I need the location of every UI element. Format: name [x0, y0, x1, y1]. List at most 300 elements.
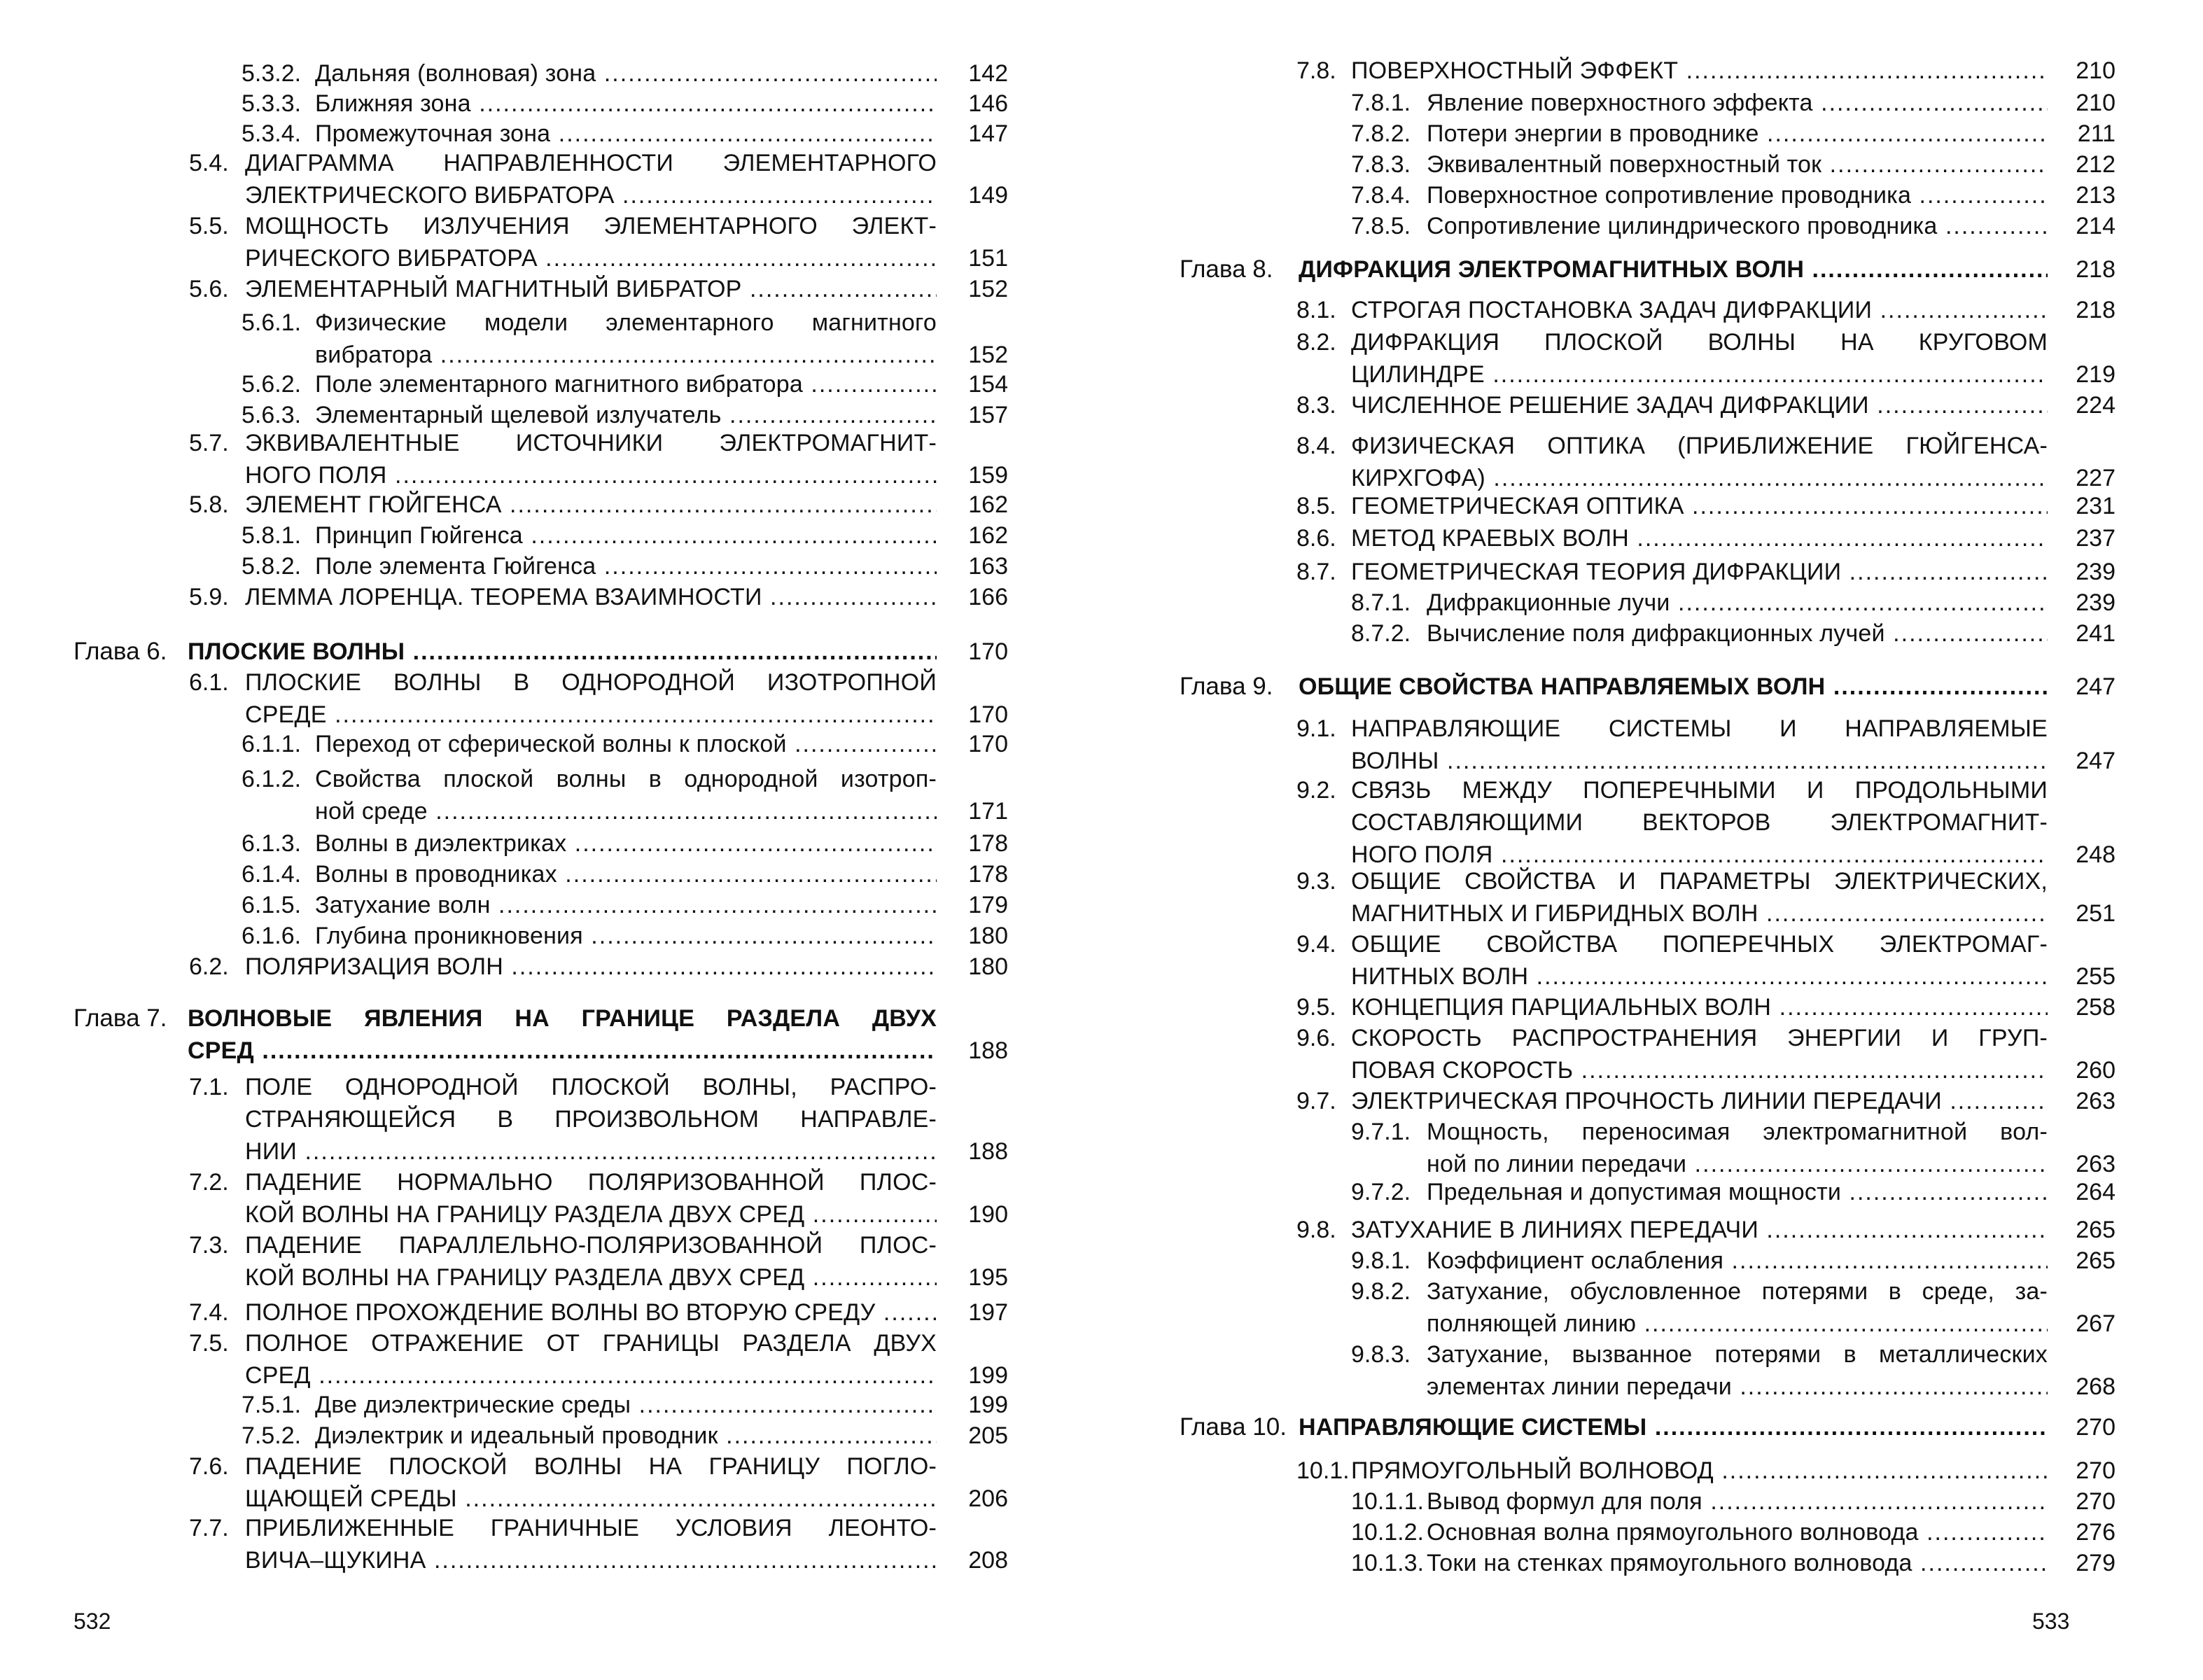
- section-number: 8.1.: [1296, 297, 1336, 323]
- section-number: 5.5.: [189, 213, 229, 239]
- entry-title-line: РИЧЕСКОГО ВИБРАТОРА .....: [245, 242, 937, 274]
- section-entry[interactable]: [245, 1450, 937, 1515]
- subsection-entry[interactable]: [1427, 1245, 2048, 1277]
- subsection-entry[interactable]: [315, 88, 937, 120]
- section-entry[interactable]: [1351, 490, 2048, 522]
- section-number: 6.1.6.: [242, 923, 302, 949]
- section-number: 8.7.1.: [1351, 589, 1411, 616]
- section-entry[interactable]: [1351, 556, 2048, 588]
- section-number: 9.3.: [1296, 868, 1336, 895]
- entry-title-line: ЭКВИВАЛЕНТНЫЕ ИСТОЧНИКИ ЭЛЕКТРОМАГНИТ-: [245, 430, 937, 456]
- section-number: 5.6.3.: [242, 402, 302, 428]
- toc-list-left: [0, 0, 1078, 1680]
- entry-title-line: КОЙ ВОЛНЫ НА ГРАНИЦУ РАЗДЕЛА ДВУХ СРЕД .....: [245, 1198, 937, 1231]
- section-entry[interactable]: [245, 1071, 937, 1168]
- page-ref: 195: [968, 1264, 1008, 1291]
- section-number: 6.1.: [189, 669, 229, 696]
- entry-title: Переход от сферической волны к плоской .....: [315, 728, 937, 760]
- page-ref: 147: [968, 120, 1008, 147]
- chapter-label: Глава 8.: [1180, 255, 1273, 283]
- section-number: 5.6.2.: [242, 371, 302, 398]
- page-ref: 151: [968, 245, 1008, 272]
- entry-title-line: НИТНЫХ ВОЛН .....: [1351, 960, 2048, 993]
- entry-title: Явление поверхностного эффекта .....: [1427, 87, 2048, 119]
- subsection-entry[interactable]: [315, 307, 937, 371]
- entry-title-line: ВИЧА–ЩУКИНА .....: [245, 1544, 937, 1576]
- section-entry[interactable]: [245, 147, 937, 211]
- page-ref: 171: [968, 798, 1008, 825]
- page-ref: 206: [968, 1485, 1008, 1512]
- page-ref: 170: [968, 638, 1008, 665]
- section-entry[interactable]: [1351, 713, 2048, 777]
- entry-title: Глубина проникновения .....: [315, 920, 937, 952]
- section-number: 8.3.: [1296, 392, 1336, 419]
- section-number: 7.8.3.: [1351, 151, 1411, 178]
- section-number: 10.1.2.: [1351, 1519, 1424, 1546]
- page-ref: 212: [2076, 151, 2115, 178]
- entry-title-line: СРЕДЕ .....: [245, 699, 937, 731]
- entry-title: Волны в диэлектриках .....: [315, 827, 937, 860]
- entry-title-line: ПАДЕНИЕ ПЛОСКОЙ ВОЛНЫ НА ГРАНИЦУ ПОГЛО-: [245, 1453, 937, 1480]
- entry-title-line: ОБЩИЕ СВОЙСТВА ПОПЕРЕЧНЫХ ЭЛЕКТРОМАГ-: [1351, 931, 2048, 958]
- page-ref: 210: [2076, 90, 2115, 116]
- entry-title-line: ВОЛНОВЫЕ ЯВЛЕНИЯ НА ГРАНИЦЕ РАЗДЕЛА ДВУХ: [188, 1005, 937, 1032]
- subsection-entry[interactable]: [1427, 179, 2048, 211]
- chapter-label: Глава 6.: [74, 638, 167, 665]
- section-number: 6.1.4.: [242, 861, 302, 888]
- page-ref: 162: [968, 491, 1008, 518]
- page-ref: 211: [2077, 120, 2115, 147]
- entry-title-line: вибратора .....: [315, 339, 937, 371]
- page-ref: 154: [968, 371, 1008, 398]
- entry-title: ЭЛЕМЕНТАРНЫЙ МАГНИТНЫЙ ВИБРАТОР .....: [245, 273, 937, 305]
- section-number: 6.1.2.: [242, 766, 302, 792]
- page-ref: 179: [968, 892, 1008, 918]
- subsection-entry[interactable]: [315, 550, 937, 582]
- entry-title-line: ЭЛЕКТРИЧЕСКОГО ВИБРАТОРА .....: [245, 179, 937, 211]
- page-ref: 255: [2076, 963, 2115, 990]
- section-entry[interactable]: [245, 951, 937, 983]
- entry-title-line: Затухание, вызванное потерями в металлических: [1427, 1341, 2048, 1368]
- page-ref: 267: [2076, 1310, 2115, 1337]
- section-entry[interactable]: [245, 1296, 937, 1329]
- section-number: 5.8.2.: [242, 553, 302, 580]
- entry-title: Принцип Гюйгенса .....: [315, 519, 937, 552]
- section-entry[interactable]: [245, 1166, 937, 1231]
- section-entry[interactable]: [245, 1512, 937, 1576]
- page-ref: 263: [2076, 1088, 2115, 1114]
- entry-title-line: ПРИБЛИЖЕННЫЕ ГРАНИЧНЫЕ УСЛОВИЯ ЛЕОНТО-: [245, 1515, 937, 1541]
- entry-title-line: СТРАНЯЮЩЕЙСЯ В ПРОИЗВОЛЬНОМ НАПРАВЛЕ-: [245, 1106, 937, 1133]
- entry-title-line: ЦИЛИНДРЕ .....: [1351, 358, 2048, 391]
- section-entry[interactable]: [245, 273, 937, 305]
- entry-title-line: НОГО ПОЛЯ .....: [1351, 839, 2048, 871]
- entry-title: ЭЛЕМЕНТ ГЮЙГЕНСА .....: [245, 489, 937, 521]
- section-number: 10.1.3.: [1351, 1550, 1424, 1576]
- entry-title: ЧИСЛЕННОЕ РЕШЕНИЕ ЗАДАЧ ДИФРАКЦИИ .....: [1351, 389, 2048, 421]
- section-number: 5.3.4.: [242, 120, 302, 147]
- section-number: 9.5.: [1296, 994, 1336, 1021]
- subsection-entry[interactable]: [315, 1420, 937, 1452]
- subsection-entry[interactable]: [1427, 1338, 2048, 1403]
- subsection-entry[interactable]: [315, 368, 937, 400]
- page-ref: 152: [968, 342, 1008, 368]
- entry-title: Элементарный щелевой излучатель .....: [315, 399, 937, 431]
- subsection-entry[interactable]: [315, 118, 937, 150]
- page-ref: 218: [2076, 297, 2115, 323]
- entry-title: ГЕОМЕТРИЧЕСКАЯ ОПТИКА .....: [1351, 490, 2048, 522]
- chapter-entry[interactable]: [1299, 671, 2048, 703]
- subsection-entry[interactable]: [315, 1389, 937, 1421]
- entry-title-line: элементах линии передачи .....: [1427, 1371, 2048, 1403]
- subsection-entry[interactable]: [1427, 1516, 2048, 1548]
- entry-title-line: ВОЛНЫ .....: [1351, 745, 2048, 777]
- section-number: 6.1.5.: [242, 892, 302, 918]
- subsection-entry[interactable]: [1427, 210, 2048, 242]
- entry-title-line: ПАДЕНИЕ НОРМАЛЬНО ПОЛЯРИЗОВАННОЙ ПЛОС-: [245, 1169, 937, 1196]
- entry-title: Ближняя зона .....: [315, 88, 937, 120]
- section-number: 8.7.2.: [1351, 620, 1411, 647]
- entry-title: НАПРАВЛЯЮЩИЕ СИСТЕМЫ .....: [1299, 1411, 2048, 1443]
- page-ref: 248: [2076, 841, 2115, 868]
- page-ref: 264: [2076, 1179, 2115, 1205]
- chapter-entry[interactable]: [188, 636, 937, 668]
- entry-title: Дальняя (волновая) зона .....: [315, 57, 937, 90]
- page-ref: 239: [2076, 589, 2115, 616]
- entry-title-line: Физические модели элементарного магнитного: [315, 309, 937, 336]
- page-ref: 197: [968, 1299, 1008, 1326]
- section-entry[interactable]: [245, 427, 937, 491]
- section-entry[interactable]: [245, 581, 937, 613]
- entry-title: ПЛОСКИЕ ВОЛНЫ .....: [188, 636, 937, 668]
- chapter-label: Глава 7.: [74, 1004, 167, 1032]
- section-entry[interactable]: [1351, 991, 2048, 1023]
- entry-title: Вывод формул для поля .....: [1427, 1485, 2048, 1518]
- subsection-entry[interactable]: [1427, 87, 2048, 119]
- section-number: 6.1.1.: [242, 731, 302, 757]
- page-ref: 180: [968, 923, 1008, 949]
- entry-title: ГЕОМЕТРИЧЕСКАЯ ТЕОРИЯ ДИФРАКЦИИ .....: [1351, 556, 2048, 588]
- section-entry[interactable]: [1351, 1455, 2048, 1487]
- entry-title-line: ПОЛЕ ОДНОРОДНОЙ ПЛОСКОЙ ВОЛНЫ, РАСПРО-: [245, 1074, 937, 1100]
- entry-title-line: ПОВАЯ СКОРОСТЬ .....: [1351, 1054, 2048, 1086]
- chapter-entry[interactable]: [1299, 253, 2048, 286]
- entry-title-line: СРЕД .....: [188, 1035, 937, 1067]
- page-ref: 231: [2076, 493, 2115, 519]
- section-entry[interactable]: [1351, 928, 2048, 993]
- entry-title-line: ПЛОСКИЕ ВОЛНЫ В ОДНОРОДНОЙ ИЗОТРОПНОЙ: [245, 669, 937, 696]
- page-ref: 247: [2076, 673, 2115, 700]
- chapter-label: Глава 10.: [1180, 1413, 1287, 1441]
- entry-title: Токи на стенках прямоугольного волновода .....: [1427, 1547, 2048, 1579]
- section-number: 7.2.: [189, 1169, 229, 1196]
- entry-title-line: ной по линии передачи .....: [1427, 1148, 2048, 1180]
- page-ref: 210: [2076, 57, 2115, 84]
- entry-title-line: ной среде .....: [315, 795, 937, 827]
- entry-title: СТРОГАЯ ПОСТАНОВКА ЗАДАЧ ДИФРАКЦИИ .....: [1351, 294, 2048, 326]
- chapter-entry[interactable]: [188, 1002, 937, 1067]
- page-ref: 224: [2076, 392, 2115, 419]
- entry-title: Дифракционные лучи .....: [1427, 587, 2048, 619]
- section-number: 7.8.1.: [1351, 90, 1411, 116]
- page-ref: 162: [968, 522, 1008, 549]
- entry-title: ПОЛНОЕ ПРОХОЖДЕНИЕ ВОЛНЫ ВО ВТОРУЮ СРЕДУ .....: [245, 1296, 937, 1329]
- section-number: 9.7.: [1296, 1088, 1336, 1114]
- entry-title-line: Мощность, переносимая электромагнитной вол-: [1427, 1119, 2048, 1145]
- entry-title-line: ДИФРАКЦИЯ ПЛОСКОЙ ВОЛНЫ НА КРУГОВОМ: [1351, 329, 2048, 356]
- page-ref: 276: [2076, 1519, 2115, 1546]
- entry-title: КОНЦЕПЦИЯ ПАРЦИАЛЬНЫХ ВОЛН .....: [1351, 991, 2048, 1023]
- entry-title: ПОЛЯРИЗАЦИЯ ВОЛН .....: [245, 951, 937, 983]
- subsection-entry[interactable]: [315, 827, 937, 860]
- page-ref: 239: [2076, 559, 2115, 585]
- entry-title: Две диэлектрические среды .....: [315, 1389, 937, 1421]
- section-entry[interactable]: [1351, 522, 2048, 554]
- section-entry[interactable]: [1351, 389, 2048, 421]
- entry-title-line: полняющей линию .....: [1427, 1308, 2048, 1340]
- page-ref: 218: [2076, 256, 2115, 283]
- section-entry[interactable]: [245, 666, 937, 731]
- section-number: 7.8.5.: [1351, 213, 1411, 239]
- entry-title: ЗАТУХАНИЕ В ЛИНИЯХ ПЕРЕДАЧИ .....: [1351, 1214, 2048, 1246]
- page-ref: 263: [2076, 1151, 2115, 1177]
- entry-title-line: НАПРАВЛЯЮЩИЕ СИСТЕМЫ И НАПРАВЛЯЕМЫЕ: [1351, 715, 2048, 742]
- entry-title: Коэффициент ослабления .....: [1427, 1245, 2048, 1277]
- page-ref: 219: [2076, 361, 2115, 388]
- page-ref: 163: [968, 553, 1008, 580]
- page-ref: 260: [2076, 1057, 2115, 1084]
- entry-title-line: КОЙ ВОЛНЫ НА ГРАНИЦУ РАЗДЕЛА ДВУХ СРЕД .....: [245, 1261, 937, 1294]
- page-ref: 241: [2076, 620, 2115, 647]
- section-number: 9.8.: [1296, 1217, 1336, 1243]
- page-ref: 279: [2076, 1550, 2115, 1576]
- page-ref: 208: [968, 1547, 1008, 1574]
- section-number: 10.1.: [1296, 1457, 1350, 1484]
- entry-title: ПРЯМОУГОЛЬНЫЙ ВОЛНОВОД .....: [1351, 1455, 2048, 1487]
- section-entry[interactable]: [1351, 430, 2048, 494]
- section-number: 9.7.1.: [1351, 1119, 1411, 1145]
- section-number: 8.4.: [1296, 433, 1336, 459]
- page-ref: 237: [2076, 525, 2115, 552]
- entry-title-line: МОЩНОСТЬ ИЗЛУЧЕНИЯ ЭЛЕМЕНТАРНОГО ЭЛЕКТ-: [245, 213, 937, 239]
- entry-title: Поле элемента Гюйгенса .....: [315, 550, 937, 582]
- section-entry[interactable]: [1351, 326, 2048, 391]
- subsection-entry[interactable]: [1427, 587, 2048, 619]
- entry-title-line: ЩАЮЩЕЙ СРЕДЫ .....: [245, 1483, 937, 1515]
- page-ref: 170: [968, 701, 1008, 728]
- section-number: 7.1.: [189, 1074, 229, 1100]
- entry-title: ДИФРАКЦИЯ ЭЛЕКТРОМАГНИТНЫХ ВОЛН .....: [1299, 253, 2048, 286]
- page-ref: 149: [968, 182, 1008, 209]
- section-number: 7.5.: [189, 1330, 229, 1357]
- page-ref: 247: [2076, 748, 2115, 774]
- section-number: 7.6.: [189, 1453, 229, 1480]
- page-ref: 268: [2076, 1373, 2115, 1400]
- section-number: 9.8.2.: [1351, 1278, 1411, 1305]
- page-ref: 180: [968, 953, 1008, 980]
- section-entry[interactable]: [245, 489, 937, 521]
- page-ref: 170: [968, 731, 1008, 757]
- entry-title: Вычисление поля дифракционных лучей .....: [1427, 617, 2048, 650]
- entry-title-line: НОГО ПОЛЯ .....: [245, 459, 937, 491]
- page-ref: 146: [968, 90, 1008, 117]
- section-entry[interactable]: [245, 1327, 937, 1392]
- section-number: 7.3.: [189, 1232, 229, 1259]
- section-number: 8.2.: [1296, 329, 1336, 356]
- page-ref: 213: [2076, 182, 2115, 209]
- subsection-entry[interactable]: [315, 858, 937, 890]
- section-entry[interactable]: [1351, 1214, 2048, 1246]
- entry-title: Промежуточная зона .....: [315, 118, 937, 150]
- subsection-entry[interactable]: [1427, 1547, 2048, 1579]
- page-ref: 199: [968, 1392, 1008, 1418]
- entry-title-line: ПАДЕНИЕ ПАРАЛЛЕЛЬНО-ПОЛЯРИЗОВАННОЙ ПЛОС-: [245, 1232, 937, 1259]
- page-ref: 199: [968, 1362, 1008, 1389]
- chapter-entry[interactable]: [1299, 1411, 2048, 1443]
- page-ref: 205: [968, 1422, 1008, 1449]
- page-ref: 270: [2076, 1488, 2115, 1515]
- section-number: 6.2.: [189, 953, 229, 980]
- section-number: 9.7.2.: [1351, 1179, 1411, 1205]
- page-number-left: 532: [74, 1609, 111, 1634]
- section-entry[interactable]: [245, 1229, 937, 1294]
- entry-title-line: СВЯЗЬ МЕЖДУ ПОПЕРЕЧНЫМИ И ПРОДОЛЬНЫМИ: [1351, 777, 2048, 804]
- page-ref: 188: [968, 1138, 1008, 1165]
- left-page: [0, 0, 1078, 1680]
- entry-title-line: НИИ .....: [245, 1135, 937, 1168]
- subsection-entry[interactable]: [315, 728, 937, 760]
- section-number: 5.8.: [189, 491, 229, 518]
- page-ref: 152: [968, 276, 1008, 302]
- entry-title-line: ДИАГРАММА НАПРАВЛЕННОСТИ ЭЛЕМЕНТАРНОГО: [245, 150, 937, 176]
- page-ref: 270: [2076, 1457, 2115, 1484]
- section-number: 9.8.3.: [1351, 1341, 1411, 1368]
- entry-title-line: СКОРОСТЬ РАСПРОСТРАНЕНИЯ ЭНЕРГИИ И ГРУП-: [1351, 1025, 2048, 1051]
- section-number: 5.9.: [189, 584, 229, 610]
- section-entry[interactable]: [1351, 294, 2048, 326]
- subsection-entry[interactable]: [1427, 1116, 2048, 1180]
- entry-title: Предельная и допустимая мощности .....: [1427, 1176, 2048, 1208]
- section-number: 9.1.: [1296, 715, 1336, 742]
- section-entry[interactable]: [1351, 1085, 2048, 1117]
- entry-title-line: Свойства плоской волны в однородной изотроп-: [315, 766, 937, 792]
- section-number: 9.2.: [1296, 777, 1336, 804]
- entry-title-line: ПОЛНОЕ ОТРАЖЕНИЕ ОТ ГРАНИЦЫ РАЗДЕЛА ДВУХ: [245, 1330, 937, 1357]
- page-ref: 142: [968, 60, 1008, 87]
- section-number: 8.5.: [1296, 493, 1336, 519]
- subsection-entry[interactable]: [315, 889, 937, 921]
- entry-title: Диэлектрик и идеальный проводник .....: [315, 1420, 937, 1452]
- entry-title: Основная волна прямоугольного волновода .....: [1427, 1516, 2048, 1548]
- entry-title-line: СОСТАВЛЯЮЩИМИ ВЕКТОРОВ ЭЛЕКТРОМАГНИТ-: [1351, 809, 2048, 836]
- section-number: 5.3.3.: [242, 90, 302, 117]
- section-number: 5.4.: [189, 150, 229, 176]
- subsection-entry[interactable]: [1427, 118, 2048, 150]
- subsection-entry[interactable]: [315, 763, 937, 827]
- entry-title-line: КИРХГОФА) .....: [1351, 462, 2048, 494]
- section-number: 7.8.2.: [1351, 120, 1411, 147]
- section-entry[interactable]: [1351, 55, 2048, 87]
- section-entry[interactable]: [1351, 865, 2048, 930]
- entry-title-line: СРЕД .....: [245, 1359, 937, 1392]
- subsection-entry[interactable]: [315, 519, 937, 552]
- section-entry[interactable]: [1351, 1022, 2048, 1086]
- page-ref: 188: [968, 1037, 1008, 1064]
- section-number: 5.6.: [189, 276, 229, 302]
- entry-title: МЕТОД КРАЕВЫХ ВОЛН .....: [1351, 522, 2048, 554]
- entry-title: ЛЕММА ЛОРЕНЦА. ТЕОРЕМА ВЗАИМНОСТИ .....: [245, 581, 937, 613]
- page-ref: 190: [968, 1201, 1008, 1228]
- section-number: 7.8.4.: [1351, 182, 1411, 209]
- section-number: 8.6.: [1296, 525, 1336, 552]
- page-ref: 157: [968, 402, 1008, 428]
- page-number-right: 533: [2032, 1609, 2070, 1634]
- page-ref: 178: [968, 830, 1008, 857]
- page-ref: 258: [2076, 994, 2115, 1021]
- subsection-entry[interactable]: [315, 920, 937, 952]
- page-ref: 270: [2076, 1414, 2115, 1441]
- page-ref: 227: [2076, 465, 2115, 491]
- subsection-entry[interactable]: [1427, 1275, 2048, 1340]
- right-page: [1134, 0, 2203, 1680]
- entry-title: Потери энергии в проводнике .....: [1427, 118, 2048, 150]
- section-number: 7.7.: [189, 1515, 229, 1541]
- section-number: 8.7.: [1296, 559, 1336, 585]
- section-number: 5.6.1.: [242, 309, 302, 336]
- section-number: 9.6.: [1296, 1025, 1336, 1051]
- section-number: 5.7.: [189, 430, 229, 456]
- section-number: 9.8.1.: [1351, 1247, 1411, 1274]
- section-number: 9.4.: [1296, 931, 1336, 958]
- entry-title: Волны в проводниках .....: [315, 858, 937, 890]
- entry-title: Затухание волн .....: [315, 889, 937, 921]
- entry-title: Эквивалентный поверхностный ток .....: [1427, 148, 2048, 181]
- subsection-entry[interactable]: [1427, 1176, 2048, 1208]
- entry-title: Поверхностное сопротивление проводника .....: [1427, 179, 2048, 211]
- page-ref: 159: [968, 462, 1008, 489]
- entry-title-line: ОБЩИЕ СВОЙСТВА И ПАРАМЕТРЫ ЭЛЕКТРИЧЕСКИХ,: [1351, 868, 2048, 895]
- entry-title: ЭЛЕКТРИЧЕСКАЯ ПРОЧНОСТЬ ЛИНИИ ПЕРЕДАЧИ .....: [1351, 1085, 2048, 1117]
- section-number: 7.8.: [1296, 57, 1336, 84]
- section-number: 7.4.: [189, 1299, 229, 1326]
- entry-title: ОБЩИЕ СВОЙСТВА НАПРАВЛЯЕМЫХ ВОЛН .....: [1299, 671, 2048, 703]
- page-ref: 166: [968, 584, 1008, 610]
- entry-title-line: Затухание, обусловленное потерями в среде, за-: [1427, 1278, 2048, 1305]
- subsection-entry[interactable]: [1427, 617, 2048, 650]
- toc-list-right: [1134, 0, 2203, 1680]
- section-number: 10.1.1.: [1351, 1488, 1424, 1515]
- page-ref: 214: [2076, 213, 2115, 239]
- subsection-entry[interactable]: [1427, 148, 2048, 181]
- section-number: 7.5.2.: [242, 1422, 302, 1449]
- subsection-entry[interactable]: [315, 57, 937, 90]
- subsection-entry[interactable]: [1427, 1485, 2048, 1518]
- entry-title: Поле элементарного магнитного вибратора .....: [315, 368, 937, 400]
- section-entry[interactable]: [245, 210, 937, 274]
- section-entry[interactable]: [1351, 774, 2048, 871]
- section-number: 6.1.3.: [242, 830, 302, 857]
- entry-title-line: МАГНИТНЫХ И ГИБРИДНЫХ ВОЛН .....: [1351, 897, 2048, 930]
- section-number: 5.3.2.: [242, 60, 302, 87]
- entry-title: ПОВЕРХНОСТНЫЙ ЭФФЕКТ .....: [1351, 55, 2048, 87]
- page-ref: 265: [2076, 1217, 2115, 1243]
- page-ref: 265: [2076, 1247, 2115, 1274]
- chapter-label: Глава 9.: [1180, 673, 1273, 700]
- page-ref: 178: [968, 861, 1008, 888]
- section-number: 7.5.1.: [242, 1392, 302, 1418]
- section-number: 5.8.1.: [242, 522, 302, 549]
- page-ref: 251: [2076, 900, 2115, 927]
